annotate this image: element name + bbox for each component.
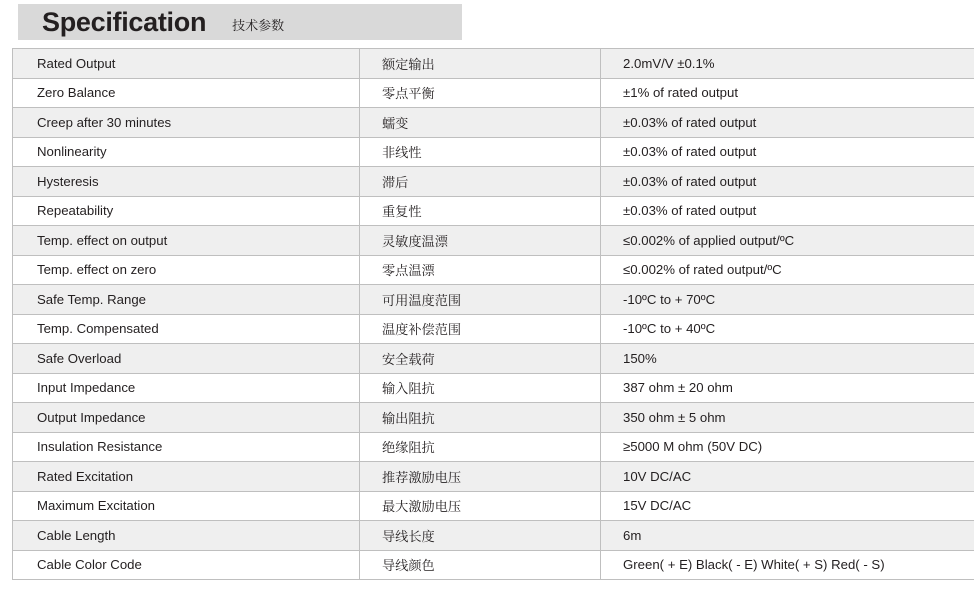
spec-name-en: Repeatability xyxy=(13,196,360,226)
spec-name-en: Output Impedance xyxy=(13,403,360,433)
spec-name-cn: 灵敏度温漂 xyxy=(360,226,601,256)
spec-value: ±1% of rated output xyxy=(601,78,974,108)
spec-name-cn: 绝缘阻抗 xyxy=(360,432,601,462)
spec-value: ±0.03% of rated output xyxy=(601,167,974,197)
spec-name-cn: 导线长度 xyxy=(360,521,601,551)
spec-name-en: Rated Output xyxy=(13,49,360,79)
spec-name-en: Safe Temp. Range xyxy=(13,285,360,315)
spec-name-cn: 温度补偿范围 xyxy=(360,314,601,344)
spec-name-cn: 零点平衡 xyxy=(360,78,601,108)
spec-name-cn: 非线性 xyxy=(360,137,601,167)
spec-value: -10ºC to + 70ºC xyxy=(601,285,974,315)
spec-name-cn: 输出阻抗 xyxy=(360,403,601,433)
spec-name-en: Nonlinearity xyxy=(13,137,360,167)
spec-name-cn: 额定输出 xyxy=(360,49,601,79)
specification-header xyxy=(18,4,462,40)
table-row xyxy=(13,49,974,79)
table-row xyxy=(13,226,974,256)
table-row xyxy=(13,167,974,197)
specification-table xyxy=(12,48,974,580)
spec-value: ≤0.002% of rated output/ºC xyxy=(601,255,974,285)
table-row xyxy=(13,373,974,403)
spec-name-cn: 最大激励电压 xyxy=(360,491,601,521)
spec-value: 2.0mV/V ±0.1% xyxy=(601,49,974,79)
table-row xyxy=(13,314,974,344)
table-row xyxy=(13,196,974,226)
spec-name-cn: 蠕变 xyxy=(360,108,601,138)
spec-name-cn: 输入阻抗 xyxy=(360,373,601,403)
spec-value: 6m xyxy=(601,521,974,551)
table-row xyxy=(13,78,974,108)
spec-value: ≤0.002% of applied output/ºC xyxy=(601,226,974,256)
table-row xyxy=(13,550,974,580)
spec-name-en: Input Impedance xyxy=(13,373,360,403)
spec-value: -10ºC to + 40ºC xyxy=(601,314,974,344)
spec-name-en: Temp. effect on output xyxy=(13,226,360,256)
table-row xyxy=(13,108,974,138)
table-row xyxy=(13,491,974,521)
table-row xyxy=(13,255,974,285)
table-row xyxy=(13,137,974,167)
spec-value: ±0.03% of rated output xyxy=(601,108,974,138)
spec-value: 350 ohm ± 5 ohm xyxy=(601,403,974,433)
spec-name-en: Cable Length xyxy=(13,521,360,551)
spec-value: ±0.03% of rated output xyxy=(601,196,974,226)
spec-name-en: Rated Excitation xyxy=(13,462,360,492)
table-row xyxy=(13,344,974,374)
spec-name-en: Insulation Resistance xyxy=(13,432,360,462)
spec-name-cn: 推荐激励电压 xyxy=(360,462,601,492)
spec-value: 387 ohm ± 20 ohm xyxy=(601,373,974,403)
spec-name-en: Temp. effect on zero xyxy=(13,255,360,285)
spec-name-cn: 可用温度范围 xyxy=(360,285,601,315)
spec-name-cn: 零点温漂 xyxy=(360,255,601,285)
page-subtitle: 技术参数 xyxy=(232,17,285,33)
spec-value: Green( + E) Black( - E) White( + S) Red( - S) xyxy=(601,550,974,580)
spec-value: 15V DC/AC xyxy=(601,491,974,521)
spec-name-en: Zero Balance xyxy=(13,78,360,108)
spec-value: ±0.03% of rated output xyxy=(601,137,974,167)
spec-value: 150% xyxy=(601,344,974,374)
table-row xyxy=(13,521,974,551)
spec-name-en: Temp. Compensated xyxy=(13,314,360,344)
spec-name-cn: 安全载荷 xyxy=(360,344,601,374)
table-row xyxy=(13,462,974,492)
spec-value: ≥5000 M ohm (50V DC) xyxy=(601,432,974,462)
spec-name-en: Maximum Excitation xyxy=(13,491,360,521)
table-row xyxy=(13,285,974,315)
spec-name-cn: 重复性 xyxy=(360,196,601,226)
spec-name-en: Hysteresis xyxy=(13,167,360,197)
spec-value: 10V DC/AC xyxy=(601,462,974,492)
table-row xyxy=(13,432,974,462)
spec-name-cn: 滞后 xyxy=(360,167,601,197)
spec-name-cn: 导线颜色 xyxy=(360,550,601,580)
table-row xyxy=(13,403,974,433)
page-title: Specification xyxy=(42,6,207,37)
spec-name-en: Safe Overload xyxy=(13,344,360,374)
spec-name-en: Creep after 30 minutes xyxy=(13,108,360,138)
spec-name-en: Cable Color Code xyxy=(13,550,360,580)
